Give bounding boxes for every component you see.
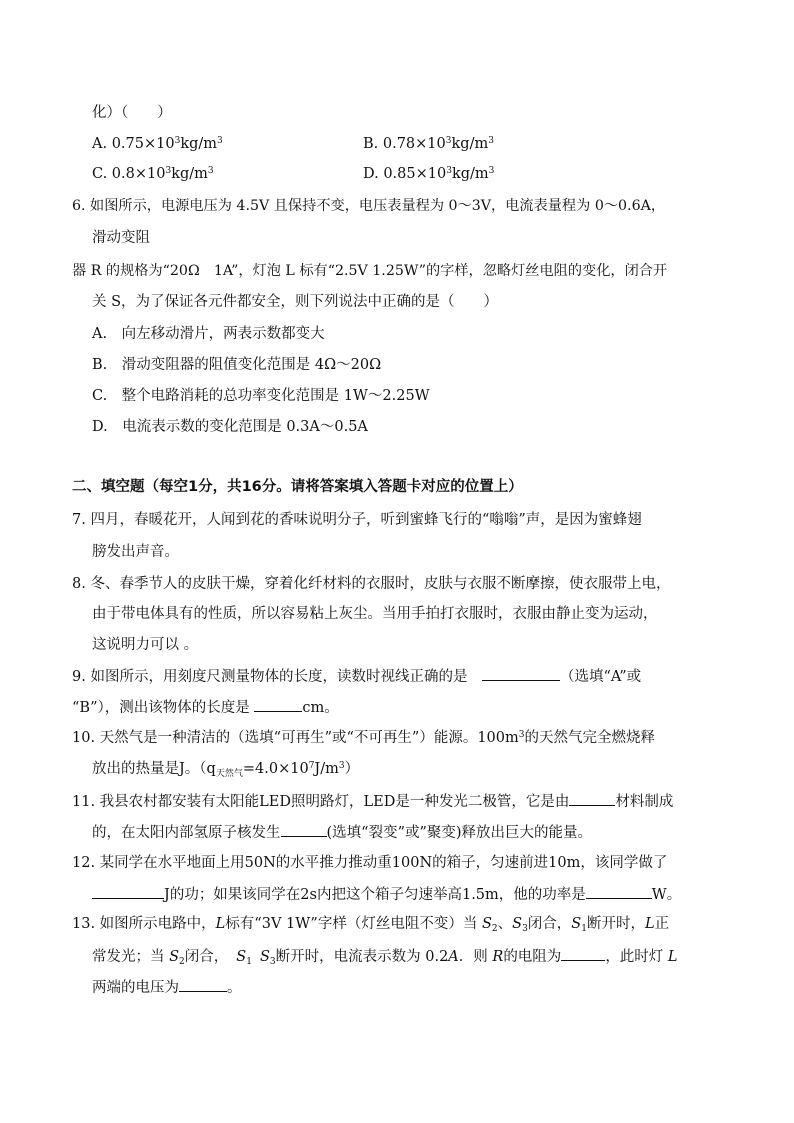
answer-blank[interactable] (254, 697, 302, 712)
q8-line-3: 这说明力可以 。 (92, 637, 199, 653)
option-letter: C. (92, 166, 108, 182)
symbol-r: R (492, 949, 504, 965)
option-value: 0.8×10 (111, 166, 166, 182)
q10-text: =4.0×10 (242, 761, 309, 777)
symbol-s: S (169, 949, 180, 965)
q13-text: 的电阻为 (503, 949, 562, 965)
symbol-l: L (644, 916, 655, 932)
q11-text: 11. 我县农村都安装有太阳能LED照明路灯，LED是一种发光二极管，它是由 (72, 794, 570, 810)
exponent: 7 (308, 761, 315, 771)
q13-line-2 (92, 946, 678, 967)
subscript: 天然气 (215, 769, 243, 779)
q5-option-a (92, 134, 223, 154)
q12-text: W。 (651, 887, 682, 903)
q10-line-2 (92, 759, 359, 779)
q10-text: ） (344, 761, 360, 777)
subscript: 2 (179, 957, 185, 967)
q10-text: J/m (314, 761, 339, 777)
q9-line-2 (72, 697, 339, 718)
q5-stem-tail: 化）（ ） (92, 105, 172, 121)
q6-line-2: 滑动变阻 (92, 230, 150, 246)
q9-text: （选填“A”或 (559, 669, 642, 685)
q10-text: 放出的热量是J。（q (92, 761, 216, 777)
q5-option-c (92, 164, 214, 184)
unit-exponent: 3 (488, 166, 495, 176)
subscript: 1 (246, 957, 252, 967)
option-unit: kg/m (451, 166, 489, 182)
unit-exponent: 3 (207, 166, 214, 176)
q11-text: 的，在太阳内部氢原子核发生 (92, 825, 281, 841)
q13-text: 闭合， (527, 916, 572, 932)
answer-blank[interactable] (92, 884, 164, 899)
q9-text: cm。 (302, 700, 339, 716)
q13-line-1 (72, 914, 669, 934)
q10-line-1 (72, 728, 655, 748)
q13-text: 13. 如图所示电路中， (72, 916, 216, 932)
q12-text: J的功；如果该同学在2s内把这个箱子匀速举高1.5m，他的功率是 (164, 887, 586, 903)
q5-option-b (363, 134, 494, 154)
q6-line-1: 6. 如图所示，电源电压为 4.5V 且保持不变，电压表量程为 0～3V，电流表量程为 0～0.6A， (72, 198, 666, 214)
q6-option-c: C. 整个电路消耗的总功率变化范围是 1W～2.25W (92, 388, 430, 404)
q13-text: 断开时， (586, 916, 645, 932)
q6-option-d: D. 电流表示数的变化范围是 0.3A～0.5A (92, 419, 368, 435)
q7-line-2: 膀发出声音。 (92, 544, 179, 560)
q6-option-b: B. 滑动变阻器的阻值变化范围是 4Ω～20Ω (92, 357, 382, 373)
unit-exponent: 3 (217, 136, 223, 146)
q13-text: ．则 (458, 949, 493, 965)
symbol-s: S (512, 916, 523, 932)
option-value: 0.78×10 (382, 136, 446, 152)
subscript: 1 (581, 924, 587, 934)
subscript: 2 (491, 924, 498, 934)
answer-blank[interactable] (561, 946, 605, 961)
symbol-s: S (259, 949, 270, 965)
answer-blank[interactable] (569, 791, 615, 806)
q10-text: 的天然气完全燃烧释 (524, 730, 655, 746)
symbol-l: L (667, 949, 678, 965)
q12-line-2 (92, 884, 681, 905)
q11-line-2 (92, 822, 592, 843)
option-exponent: 3 (174, 136, 181, 146)
symbol-s: S (481, 916, 492, 932)
answer-blank[interactable] (281, 822, 327, 837)
section-heading: 二、填空题（每空1分，共16分。请将答案填入答题卡对应的位置上） (72, 479, 523, 495)
q7-line-1: 7. 四月，春暖花开，人闻到花的香味说明分子，听到蜜蜂飞行的“嗡嗡”声，是因为蜜蜂翅 (72, 512, 642, 528)
option-letter: B. (363, 136, 379, 152)
option-exponent: 3 (165, 166, 172, 176)
option-value: 0.85×10 (383, 166, 447, 182)
q6-line-3: 器 R 的规格为“20Ω 1A”，灯泡 L 标有“2.5V 1.25W”的字样，忽略灯丝电阻的变化，闭合开 (72, 263, 668, 279)
option-unit: kg/m (171, 166, 208, 182)
q9-text: 9. 如图所示，用刻度尺测量物体的长度，读数时视线正确的是 (72, 669, 482, 685)
q12-line-1: 12. 某同学在水平地面上用50N的水平推力推动重100N的箱子，匀速前进10m，该同学做了 (72, 855, 668, 871)
q13-text: 闭合， (184, 949, 229, 965)
option-value: 0.75×10 (111, 136, 175, 152)
q11-line-1 (72, 791, 673, 812)
q6-line-4: 关 S，为了保证各元件都安全，则下列说法中正确的是（ ） (92, 294, 499, 310)
option-letter: D. (363, 166, 379, 182)
symbol-s: S (236, 949, 247, 965)
symbol-l: L (215, 916, 226, 932)
exponent: 3 (518, 730, 525, 740)
option-exponent: 3 (446, 166, 452, 176)
q13-text: 正 (654, 916, 670, 932)
q13-text: 。 (227, 980, 242, 996)
q11-text: (选填“裂变”或”聚变)释放出巨大的能量。 (326, 825, 593, 841)
q13-text: 两端的电压为 (92, 980, 179, 996)
option-exponent: 3 (445, 136, 452, 146)
subscript: 3 (269, 957, 276, 967)
symbol-a: A (448, 949, 459, 965)
answer-blank[interactable] (179, 977, 227, 992)
q10-text: 10. 天然气是一种清洁的（选填“可再生”或“不可再生”）能源。100m (72, 730, 519, 746)
q8-line-1: 8. 冬、春季节人的皮肤干燥，穿着化纤材料的衣服时，皮肤与衣服不断摩擦，使衣服带上电， (72, 576, 671, 592)
exponent: 3 (338, 761, 345, 771)
option-unit: kg/m (180, 136, 218, 152)
q13-line-3 (92, 977, 242, 998)
q6-option-a: A. 向左移动滑片，两表示数都变大 (92, 326, 325, 342)
q13-text: 、 (497, 916, 513, 932)
q11-text: 材料制成 (615, 794, 674, 810)
q9-line-1 (72, 666, 641, 687)
subscript: 3 (522, 924, 528, 934)
unit-exponent: 3 (488, 136, 494, 146)
q13-text: 断开时，电流表示数为 0.2 (275, 949, 449, 965)
answer-blank[interactable] (482, 666, 560, 681)
symbol-s: S (571, 916, 582, 932)
q13-text: ，此时灯 (605, 949, 668, 965)
answer-blank[interactable] (586, 884, 652, 899)
option-letter: A. (92, 136, 108, 152)
option-unit: kg/m (451, 136, 489, 152)
q9-text: “B”），测出该物体的长度是 (72, 700, 255, 716)
q13-text: 常发光；当 (92, 949, 170, 965)
q5-option-d (363, 164, 494, 184)
q13-text: 标有“3V 1W”字样（灯丝电阻不变）当 (225, 916, 482, 932)
q8-line-2: 由于带电体具有的性质，所以容易粘上灰尘。当用手拍打衣服时，衣服由静止变为运动， (92, 606, 658, 622)
